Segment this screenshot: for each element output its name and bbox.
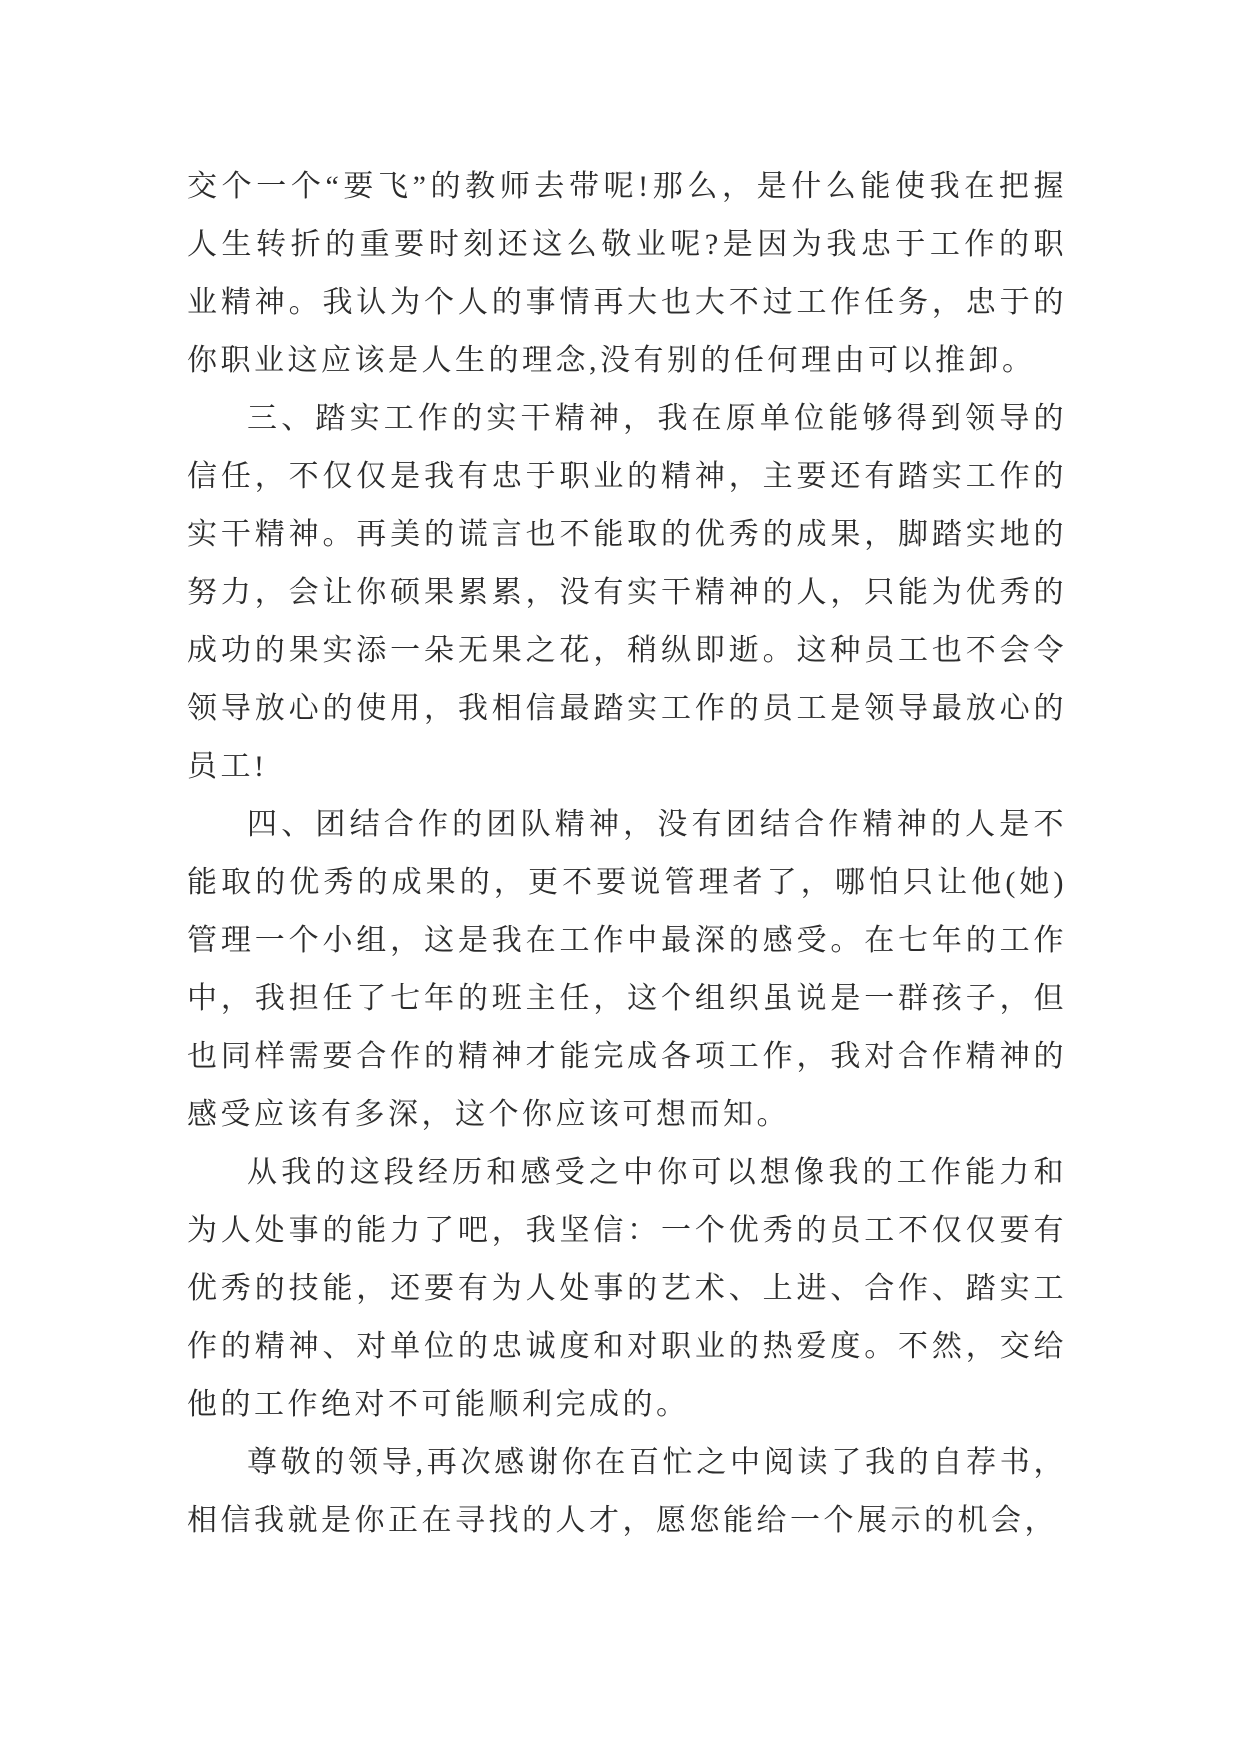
paragraph-continuation-devotion: 交个一个“要飞”的教师去带呢!那么，是什么能使我在把握人生转折的重要时刻还这么敬业呢?是因为我忠于工作的职业精神。我认为个人的事情再大也大不过工作任务，忠于的你职业这应该是人生的理念,没有别的任何理由可以推卸。: [187, 170, 1067, 377]
paragraph-closing-appeal: 尊敬的领导,再次感谢你在百忙之中阅读了我的自荐书，相信我就是你正在寻找的人才，愿您能给一个展示的机会，: [187, 1446, 1067, 1537]
paragraph-four-teamwork-spirit: 四、团结合作的团队精神，没有团结合作精神的人是不能取的优秀的成果的，更不要说管理者了，哪怕只让他(她)管理一个小组，这是我在工作中最深的感受。在七年的工作中，我担任了七年的班主任，这个组织虽说是一群孩子，但也同样需要合作的精神才能完成各项工作，我对合作精神的感受应该有多深，这个你应该可想而知。: [187, 808, 1067, 1131]
letter-body-text: [187, 158, 1067, 1550]
paragraph-three-pragmatic-spirit: 三、踏实工作的实干精神，我在原单位能够得到领导的信任，不仅仅是我有忠于职业的精神，主要还有踏实工作的实干精神。再美的谎言也不能取的优秀的成果，脚踏实地的努力，会让你硕果累累，没有实干精神的人，只能为优秀的成功的果实添一朵无果之花，稍纵即逝。这种员工也不会令领导放心的使用，我相信最踏实工作的员工是领导最放心的员工!: [187, 402, 1067, 783]
paragraph-summary-abilities: 从我的这段经历和感受之中你可以想像我的工作能力和为人处事的能力了吧，我坚信：一个优秀的员工不仅仅要有优秀的技能，还要有为人处事的艺术、上进、合作、踏实工作的精神、对单位的忠诚度和对职业的热爱度。不然，交给他的工作绝对不可能顺利完成的。: [187, 1156, 1067, 1421]
